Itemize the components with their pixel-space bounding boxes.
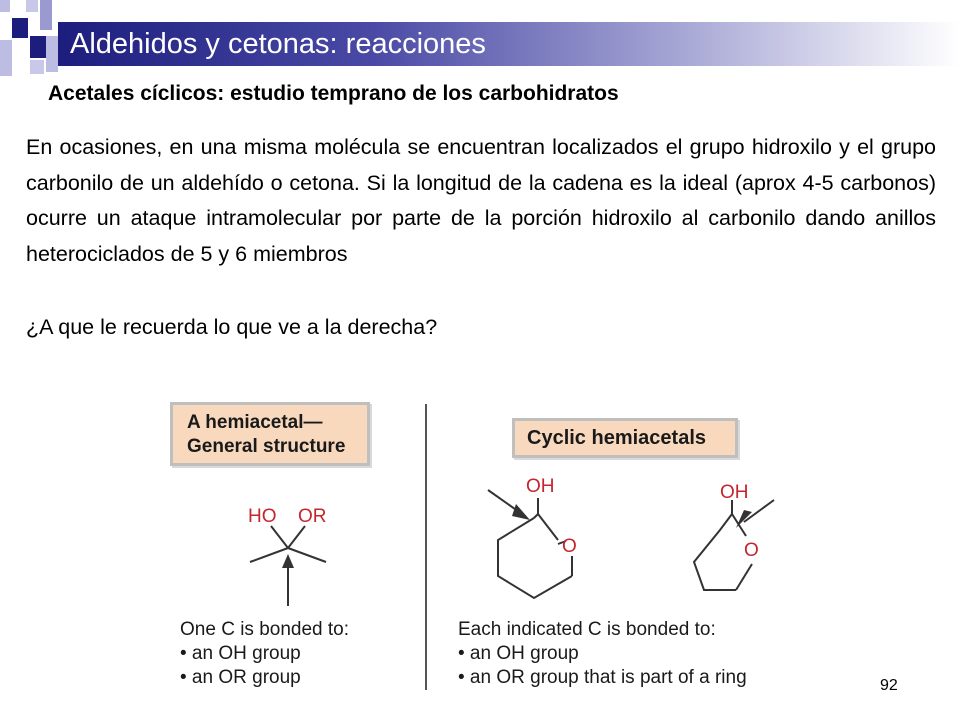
decor-square [0,0,10,12]
hemiacetal-label-box [170,402,370,466]
hemiacetal-label-line1: A hemiacetal— [187,412,323,433]
decor-square [40,0,52,30]
label-or: OR [298,506,327,527]
decor-square [30,60,44,74]
hemiacetal-figure [160,398,840,698]
question-text: ¿A que le recuerda lo que ve a la derecha? [26,315,438,339]
arrow-up-head [282,554,294,568]
cyclic-hemiacetal-label-box: Cyclic hemiacetals [512,418,738,458]
decor-square [0,40,12,76]
caption-line: • an OH group [180,643,301,664]
caption-line: • an OH group [458,643,579,664]
label-oh-six-ring: OH [526,476,555,497]
caption-line: One C is bonded to: [180,619,349,640]
hemiacetal-caption [180,618,349,690]
slide-title: Aldehidos y cetonas: reacciones [70,28,486,60]
label-o-six-ring: O [562,536,577,557]
decor-square [12,18,28,38]
arrow-five-ring [744,500,774,522]
six-membered-ring [498,498,572,598]
label-ho: HO [248,506,277,527]
page-number: 92 [880,677,898,694]
caption-line: • an OR group that is part of a ring [458,667,747,688]
label-o-five-ring: O [744,540,759,561]
hemiacetal-label-line2: General structure [187,436,346,457]
caption-line: Each indicated C is bonded to: [458,619,716,640]
paragraph-text: En ocasiones, en una misma molécula se encuentran localizados el grupo hidroxilo y el grupo carbonilo de un aldehído o cetona. Si la longitud de la cadena es la ideal (aprox 4-5 carbonos) ocurre un ataque intramolecular por parte de la porción hidroxilo al carbonilo dando anillos heterociclados de 5 y 6 miembros [26,135,936,266]
label-oh-five-ring: OH [720,482,749,503]
decor-square [46,36,58,72]
body-paragraph [26,130,936,272]
arrow-six-ring-head [512,504,530,520]
cyclic-hemiacetal-caption [458,618,747,690]
slide-subtitle: Acetales cíclicos: estudio temprano de los carbohidratos [48,82,619,105]
decor-square [26,0,38,12]
caption-line: • an OR group [180,667,301,688]
